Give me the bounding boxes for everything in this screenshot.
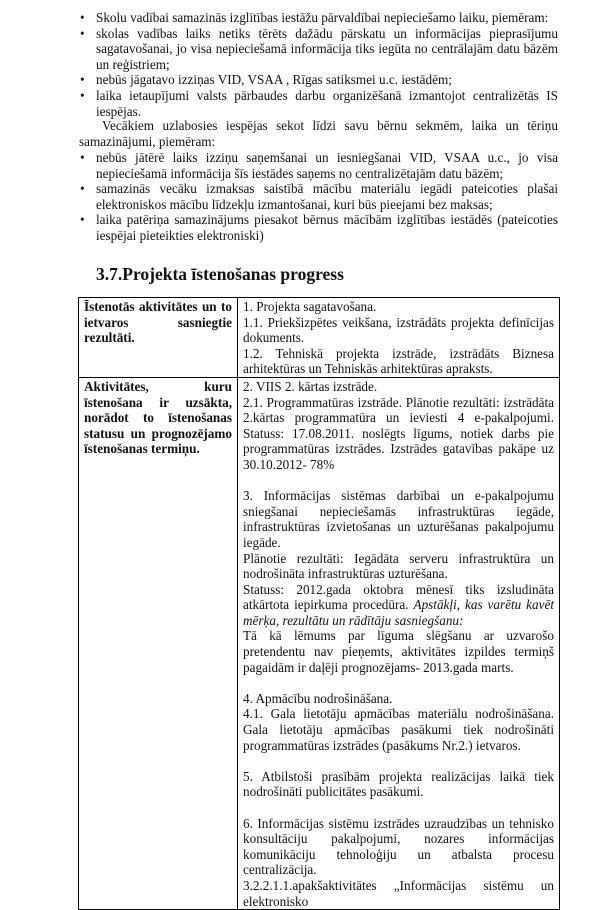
risk-heading: Apstākļi, kas varētu kavēt mērķa, rezultātu un rādītāju sasniegšanu: [243, 597, 555, 628]
list-item: • laika ietaupījumi valsts pārbaudes darbu organizēšanā izmantojot centralizētās IS iespējas. [96, 88, 558, 119]
cell-line: 6. Informācijas sistēmu izstrādes uzraudzības un tehnisko konsultāciju pakalpojumi, nozares informācijas komunikāciju tehnoloģiju un atbalsta procesu centralizācija. [243, 815, 554, 878]
table-row-label: Aktivitātes, kuru īstenošana ir uzsākta, norādot to īstenošanas statusu un prognozējamo īstenošanas termiņu. [79, 377, 238, 909]
parents-intro-paragraph: Vecākiem uzlabosies iespējas sekot līdzi savu bērnu sekmēm, laika un tēriņu samazinājumi, piemēram: [79, 118, 558, 149]
cell-line: 5. Atbilstoši prasībām projekta realizācijas laikā tiek nodrošināti publicitātes pasākumi. [243, 768, 554, 800]
cell-line: 3.2.2.1.1.apakšaktivitātes „Informācijas sistēmu un elektronisko [243, 877, 554, 909]
cell-line: Plānotie rezultāti: Iegādāta serveru infrastruktūra un nodrošināta infrastruktūras uzturēšana. [243, 550, 554, 582]
section-heading: 3.7.Projekta īstenošanas progress [96, 264, 344, 284]
cell-line: 2.1. Programmatūras izstrāde. Plānotie rezultāti: izstrādāta 2.kārtas programmatūra un ieviesti 4 e-pakalpojumi. Statuss: 17.08.2011. noslēgts līgums, notiek darbs pie programmatūras izstrādes. Izstrādes gatavības pakāpe uz 30.10.2012- 78% [243, 394, 554, 472]
cell-line: 3. Informācijas sistēmas darbībai un e-pakalpojumu sniegšanai nepieciešamās infrastruktūras iegāde, infrastruktūras izvietošanas un uzturēšanas pakalpojumu iegāde. [243, 488, 554, 550]
list-item: • nebūs jātērē laiks izziņu saņemšanai un iesniegšanai VID, VSAA u.c., jo visa nepieciešamā informācija šīs iestādes saņems no centralizētajām datu bāzēm; [96, 150, 558, 181]
cell-line: 1.1. Priekšizpētes veikšana, izstrādāts projekta definīcijas dokuments. [243, 314, 554, 346]
cell-line: 1. Projekta sagatavošana. [243, 299, 377, 314]
cell-line: 4. Apmācību nodrošināšana. [243, 690, 393, 706]
table-row-label: Īstenotās aktivitātes un to ietvaros sasniegtie rezultāti. [79, 298, 238, 378]
parent-benefits-list [96, 150, 558, 244]
school-benefits-list [96, 10, 558, 119]
cell-line: 4.1. Gala lietotāju apmācības materiālu nodrošināšana. Gala lietotāju apmācības pasākumi tiek nodrošināti programmatūras izstrādes (pasākums Nr.2.) ietvaros. [243, 706, 554, 753]
table-row [79, 377, 560, 909]
cell-line [243, 582, 554, 629]
table-row [79, 298, 560, 378]
status-text: Statuss: 2012.gada oktobra mēnesī tiks izsludināta atkārtota iepirkuma procedūra. [243, 581, 554, 613]
table-cell [238, 377, 560, 909]
list-item: • nebūs jāgatavo izziņas VID, VSAA , Rīgas satiksmei u.c. iestādēm; [96, 72, 558, 88]
cell-line: 2. VIIS 2. kārtas izstrāde. [243, 378, 378, 394]
cell-line: Tā kā lēmums par līguma slēgšanu ar uzvarošo pretendentu nav pieņemts, aktivitātes izpildes termiņš pagaidām ir daļēji prognozējams- 2013.gada marts. [243, 628, 554, 675]
cell-line: 1.2. Tehniskā projekta izstrāde, izstrādāts Biznesa arhitektūras un Tehniskās arhitektūras apraksts. [243, 345, 554, 377]
table-cell [238, 298, 560, 378]
progress-table [78, 297, 560, 910]
list-item: • Skolu vadībai samazinās izglītības iestāžu pārvaldībai nepieciešamo laiku, piemēram: [96, 10, 558, 26]
list-item: • skolas vadības laiks netiks tērēts dažādu pārskatu un informācijas pieprasījumu sagatavošanai, jo visa nepieciešamā informācija tiks iegūta no centrālajām datu bāzēm un reģistriem; [96, 26, 558, 73]
list-item: • samazinās vecāku izmaksas saistībā mācību materiālu iegādi pateicoties plašai elektroniskos mācību līdzekļu izmantošanai, kuri būs pieejami bez maksas; [96, 181, 558, 212]
list-item: • laika patēriņa samazinājums piesakot bērnus mācībām izglītības iestādēs (pateicoties iespējai pieteikties elektroniski) [96, 212, 558, 243]
